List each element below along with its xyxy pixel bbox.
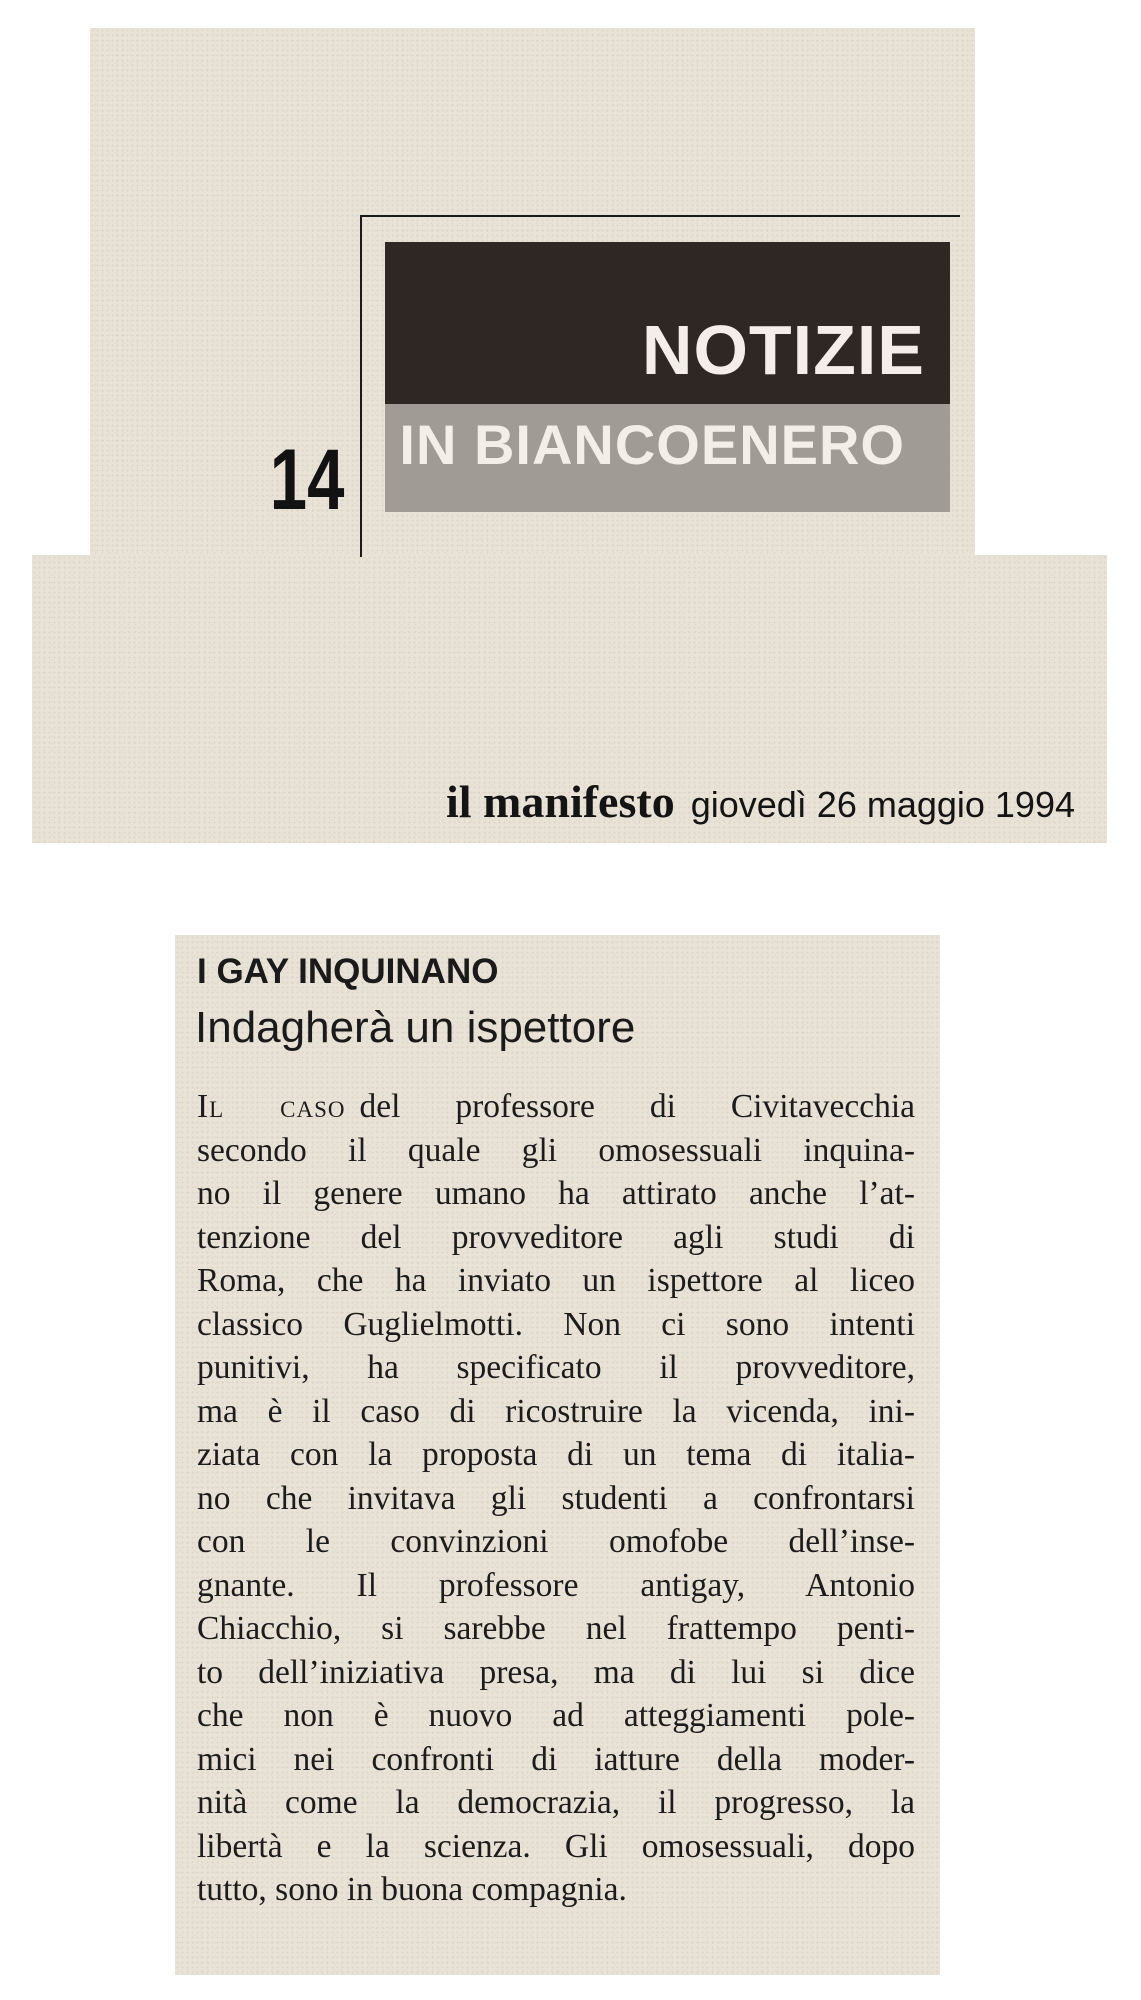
body-line: nità come la democrazia, il progresso, la [197,1784,915,1821]
body-line: Roma, che ha inviato un ispettore al liceo [197,1262,915,1299]
section-title: NOTIZIE [641,311,925,389]
body-line: to dell’iniziativa presa, ma di lui si dice [197,1653,915,1691]
publication-date: giovedì 26 maggio 1994 [690,784,1075,825]
article-lead-in: Il caso [197,1088,346,1125]
body-line: secondo il quale gli omosessuali inquina- [197,1131,915,1169]
body-line: Chiacchio, si sarebbe nel frattempo penti- [197,1610,915,1647]
page-number: 14 [269,432,345,528]
body-line-text: del professore di Civitavecchia [359,1088,915,1125]
body-line: no il genere umano ha attirato anche l’at- [197,1175,915,1212]
body-line: ziata con la proposta di un tema di italia- [197,1436,915,1473]
body-line: che non è nuovo ad atteggiamenti pole- [197,1697,915,1734]
article-body [197,1085,915,1912]
article-headline: Indagherà un ispettore [195,1003,636,1052]
body-line: libertà e la scienza. Gli omosessuali, dopo [197,1827,915,1865]
body-line: gnante. Il professore antigay, Antonio [197,1566,915,1604]
body-line: con le convinzioni omofobe dell’inse- [197,1523,915,1560]
body-line: classico Guglielmotti. Non ci sono intenti [197,1305,915,1343]
body-line: mici nei confronti di iatture della moder- [197,1740,915,1778]
newspaper-name: il manifesto [446,776,675,827]
masthead [225,775,1075,828]
article-kicker: I GAY INQUINANO [197,952,499,991]
body-line: ma è il caso di ricostruire la vicenda, ini- [197,1392,915,1430]
body-line: tutto, sono in buona compagnia. [197,1871,627,1908]
body-line: punitivi, ha specificato il provveditore, [197,1349,915,1386]
body-line [197,1085,915,1129]
body-line: tenzione del provveditore agli studi di [197,1218,915,1256]
body-line: no che invitava gli studenti a confrontarsi [197,1479,915,1517]
section-subtitle: IN BIANCOENERO [399,413,905,476]
